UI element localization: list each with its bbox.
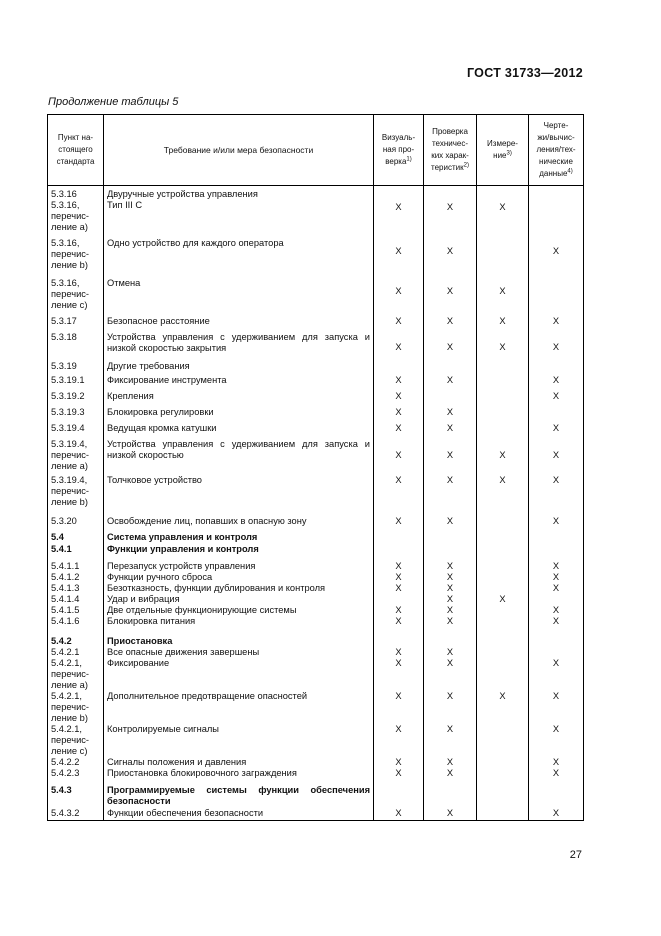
mark-drawings: X [529,658,584,691]
table-row [48,594,584,605]
standard-header: ГОСТ 31733—2012 [466,66,583,80]
mark-drawings: X [529,808,584,821]
clause-number: 5.4.2.1, перечис- ление а) [48,658,104,691]
requirement-text: Фиксирование [104,658,374,691]
mark-drawings: X [529,605,584,616]
mark-characteristics: X [424,236,477,275]
requirement-text: Устройства управления с удерживанием для запуска и низкой скоростью [104,436,374,472]
mark-visual [374,529,424,543]
mark-characteristics: X [424,186,477,236]
clause-number: 5.3.20 [48,514,104,529]
clause-number: 5.3.18 [48,329,104,357]
mark-visual: X [374,329,424,357]
mark-characteristics: X [424,436,477,472]
footnote-ref: 1) [406,156,412,163]
mark-characteristics [424,543,477,561]
clause-number: 5.3.19.2 [48,388,104,404]
header-drawings-data: Черте- жи/вычис- ления/тех- нические данные$^{4)}$ [529,115,584,186]
requirement-text: Отмена [104,275,374,313]
requirement-text: Крепления [104,388,374,404]
mark-visual [374,636,424,647]
requirement-text: Сигналы положения и давления [104,757,374,768]
clause-number: 5.3.16 5.3.16, перечис- ление а) [48,186,104,236]
clause-number: 5.3.19.4 [48,420,104,436]
table-row [48,647,584,658]
mark-measurement: X [477,329,529,357]
clause-number: 5.3.19.4, перечис- ление b) [48,472,104,514]
mark-visual: X [374,757,424,768]
mark-visual: X [374,404,424,420]
mark-characteristics: X [424,275,477,313]
mark-drawings [529,404,584,420]
mark-characteristics: X [424,616,477,636]
mark-measurement: X [477,186,529,236]
mark-measurement [477,572,529,583]
table-row [48,583,584,594]
mark-measurement: X [477,691,529,724]
mark-visual: X [374,605,424,616]
mark-measurement [477,404,529,420]
mark-drawings: X [529,372,584,388]
mark-visual: X [374,583,424,594]
table-row [48,757,584,768]
clause-number: 5.4.1.4 [48,594,104,605]
mark-visual: X [374,275,424,313]
mark-drawings: X [529,724,584,757]
requirement-text: Приостановка [104,636,374,647]
clause-number: 5.3.19.1 [48,372,104,388]
mark-drawings [529,543,584,561]
mark-visual: X [374,658,424,691]
mark-drawings [529,594,584,605]
mark-measurement [477,372,529,388]
mark-characteristics: X [424,724,477,757]
mark-visual: X [374,572,424,583]
requirement-text: Система управления и контроля [104,529,374,543]
requirement-text: Программируемые системы функции обеспечения безопасности [104,784,374,808]
mark-characteristics: X [424,572,477,583]
mark-drawings: X [529,388,584,404]
mark-drawings: X [529,768,584,784]
mark-visual: X [374,514,424,529]
mark-visual: X [374,768,424,784]
mark-drawings [529,784,584,808]
clause-number: 5.4.1.6 [48,616,104,636]
page-number: 27 [569,849,582,861]
table-row [48,313,584,329]
clause-number: 5.3.16, перечис- ление b) [48,236,104,275]
mark-characteristics: X [424,757,477,768]
mark-visual: X [374,808,424,821]
mark-characteristics [424,388,477,404]
mark-characteristics [424,784,477,808]
clause-number: 5.4.1.3 [48,583,104,594]
requirement-text: Функции обеспечения безопасности [104,808,374,821]
requirement-text: Контролируемые сигналы [104,724,374,757]
mark-characteristics: X [424,658,477,691]
mark-visual: X [374,561,424,572]
mark-drawings: X [529,583,584,594]
requirement-text: Перезапуск устройств управления [104,561,374,572]
table-row [48,404,584,420]
mark-drawings [529,186,584,236]
mark-measurement: X [477,313,529,329]
table-row [48,658,584,691]
mark-measurement [477,636,529,647]
clause-number: 5.4 [48,529,104,543]
mark-measurement [477,529,529,543]
mark-drawings: X [529,691,584,724]
requirement-text: Удар и вибрация [104,594,374,605]
table-row [48,691,584,724]
mark-measurement [477,388,529,404]
clause-number: 5.4.1.5 [48,605,104,616]
mark-drawings: X [529,436,584,472]
clause-number: 5.4.3 [48,784,104,808]
mark-visual: X [374,186,424,236]
mark-measurement [477,561,529,572]
requirement-text: Двуручные устройства управления Тип III C [104,186,374,236]
mark-measurement: X [477,472,529,514]
mark-characteristics: X [424,768,477,784]
requirement-text: Безотказность, функции дублирования и контроля [104,583,374,594]
table-row [48,636,584,647]
mark-visual: X [374,472,424,514]
mark-measurement [477,605,529,616]
requirement-text: Функции управления и контроля [104,543,374,561]
requirement-text: Фиксирование инструмента [104,372,374,388]
clause-number: 5.4.2.1, перечис- ление с) [48,724,104,757]
mark-characteristics: X [424,561,477,572]
clause-number: 5.3.16, перечис- ление с) [48,275,104,313]
mark-characteristics: X [424,329,477,357]
requirement-text: Толчковое устройство [104,472,374,514]
mark-measurement [477,784,529,808]
mark-measurement: X [477,436,529,472]
mark-visual: X [374,313,424,329]
mark-measurement [477,616,529,636]
table-row [48,275,584,313]
mark-visual [374,784,424,808]
clause-number: 5.3.19.4, перечис- ление а) [48,436,104,472]
table-row [48,420,584,436]
clause-number: 5.4.1.2 [48,572,104,583]
mark-measurement [477,236,529,275]
clause-number: 5.4.2.1 [48,647,104,658]
mark-visual [374,594,424,605]
mark-measurement [477,420,529,436]
mark-visual: X [374,388,424,404]
header-clause: Пункт на- стоящего стандарта [48,115,104,186]
mark-characteristics [424,636,477,647]
table-row [48,186,584,236]
mark-characteristics: X [424,472,477,514]
header-requirement: Требование и/или мера безопасности [104,115,374,186]
mark-measurement [477,647,529,658]
requirement-text: Одно устройство для каждого оператора [104,236,374,275]
table-row [48,561,584,572]
table-row [48,808,584,821]
clause-number: 5.3.19.3 [48,404,104,420]
table-row [48,514,584,529]
mark-measurement [477,514,529,529]
mark-measurement [477,768,529,784]
table-row [48,329,584,357]
mark-visual: X [374,724,424,757]
clause-number: 5.4.1 [48,543,104,561]
mark-drawings [529,275,584,313]
mark-characteristics: X [424,605,477,616]
table-row [48,529,584,543]
mark-drawings [529,529,584,543]
mark-visual [374,543,424,561]
mark-characteristics: X [424,404,477,420]
mark-characteristics [424,529,477,543]
table-row [48,605,584,616]
requirement-text: Блокировка питания [104,616,374,636]
footnote-ref: 4) [567,168,573,175]
header-visual-check: Визуаль- ная про- верка$^{1)}$ [374,115,424,186]
table-row [48,616,584,636]
mark-visual: X [374,691,424,724]
clause-number: 5.4.2 [48,636,104,647]
mark-visual [374,357,424,372]
mark-visual: X [374,420,424,436]
header-characteristics-check: Проверка техничес- ких харак- теристик$^{2)}$ [424,115,477,186]
table-row [48,768,584,784]
mark-drawings [529,647,584,658]
table-row [48,357,584,372]
mark-drawings: X [529,616,584,636]
mark-measurement [477,808,529,821]
requirement-text: Ведущая кромка катушки [104,420,374,436]
mark-drawings: X [529,420,584,436]
mark-measurement [477,357,529,372]
mark-visual: X [374,647,424,658]
mark-characteristics: X [424,583,477,594]
requirement-text: Дополнительное предотвращение опасностей [104,691,374,724]
requirements-table [47,114,584,821]
mark-drawings: X [529,572,584,583]
table-row [48,784,584,808]
requirement-text: Освобождение лиц, попавших в опасную зону [104,514,374,529]
table-body [48,186,584,821]
table-header-row [48,115,584,186]
mark-characteristics: X [424,808,477,821]
mark-drawings: X [529,472,584,514]
mark-characteristics: X [424,372,477,388]
requirement-text: Блокировка регулировки [104,404,374,420]
table-row [48,472,584,514]
mark-drawings [529,636,584,647]
clause-number: 5.4.2.1, перечис- ление b) [48,691,104,724]
clause-number: 5.3.19 [48,357,104,372]
requirement-text: Устройства управления с удерживанием для запуска и низкой скоростью закрытия [104,329,374,357]
requirement-text: Две отдельные функционирующие системы [104,605,374,616]
table-row [48,436,584,472]
clause-number: 5.4.2.2 [48,757,104,768]
mark-visual: X [374,372,424,388]
table-caption: Продолжение таблицы 5 [48,96,179,108]
mark-measurement: X [477,275,529,313]
clause-number: 5.4.1.1 [48,561,104,572]
mark-visual: X [374,616,424,636]
table-row [48,372,584,388]
table-row [48,724,584,757]
mark-visual: X [374,436,424,472]
mark-characteristics: X [424,594,477,605]
requirement-text: Приостановка блокировочного заграждения [104,768,374,784]
mark-measurement [477,583,529,594]
clause-number: 5.4.3.2 [48,808,104,821]
requirement-text: Функции ручного сброса [104,572,374,583]
footnote-ref: 3) [506,150,512,157]
mark-measurement [477,543,529,561]
requirement-text: Другие требования [104,357,374,372]
mark-drawings: X [529,514,584,529]
table-row [48,572,584,583]
mark-measurement [477,757,529,768]
mark-characteristics: X [424,313,477,329]
mark-characteristics [424,357,477,372]
requirement-text: Безопасное расстояние [104,313,374,329]
table-row [48,388,584,404]
mark-characteristics: X [424,514,477,529]
mark-characteristics: X [424,691,477,724]
table-row [48,236,584,275]
header-measurement: Измере- ние$^{3)}$ [477,115,529,186]
mark-measurement [477,724,529,757]
mark-drawings: X [529,561,584,572]
table-row [48,543,584,561]
mark-drawings: X [529,329,584,357]
mark-visual: X [374,236,424,275]
mark-drawings: X [529,757,584,768]
mark-characteristics: X [424,420,477,436]
mark-measurement [477,658,529,691]
requirement-text: Все опасные движения завершены [104,647,374,658]
mark-characteristics: X [424,647,477,658]
mark-drawings: X [529,313,584,329]
mark-drawings: X [529,236,584,275]
footnote-ref: 2) [463,162,469,169]
clause-number: 5.3.17 [48,313,104,329]
clause-number: 5.4.2.3 [48,768,104,784]
mark-measurement: X [477,594,529,605]
mark-drawings [529,357,584,372]
